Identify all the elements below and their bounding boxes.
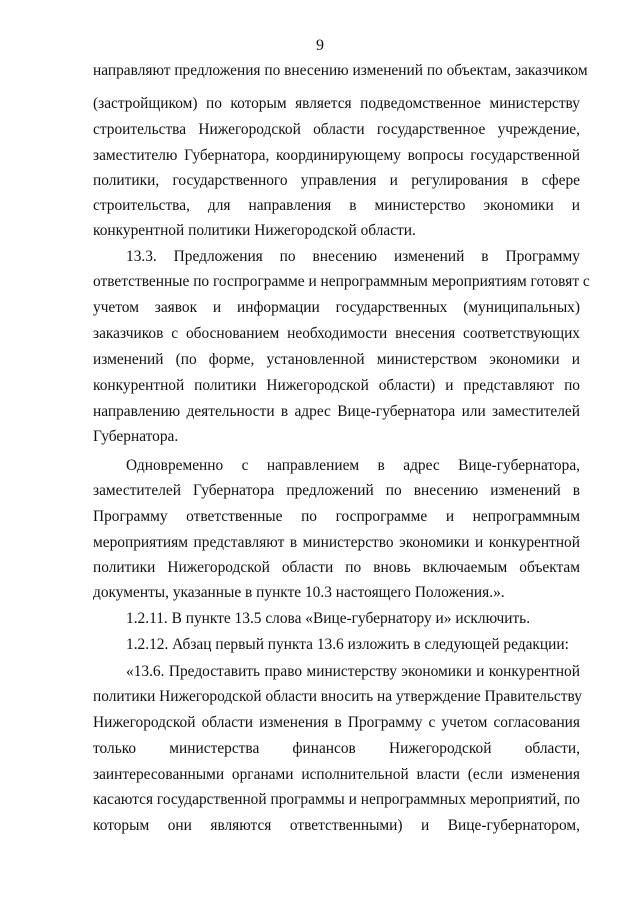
text-line: 1.2.12. Абзац первый пункта 13.6 изложить в следующей редакции:: [126, 636, 569, 653]
text-line: «13.6. Предоставить право министерству экономики и конкурентной: [126, 663, 580, 680]
text-line: (застройщиком) по которым является подведомственное министерству: [93, 95, 580, 112]
text-line: изменений (по форме, установленной министерством экономики и: [93, 351, 580, 368]
text-line: конкурентной политики Нижегородской области.: [93, 222, 416, 239]
text-line: политики Нижегородской области вносить на утверждение Правительству: [93, 688, 582, 705]
text-line: мероприятиям представляют в министерство экономики и конкурентной: [93, 534, 580, 551]
page-number: 9: [316, 37, 324, 54]
text-line: строительства, для направления в министерство экономики и: [93, 197, 580, 214]
text-line: заказчиков с обоснованием необходимости внесения соответствующих: [93, 325, 580, 342]
text-line: заинтересованными органами исполнительной власти (если изменения: [93, 766, 580, 783]
text-line: учетом заявок и информации государственных (муниципальных): [93, 299, 580, 316]
text-line: Программу ответственные по госпрограмме и непрограммным: [93, 508, 580, 525]
text-line: заместителей Губернатора предложений по внесению изменений в: [93, 482, 580, 499]
text-line: 13.3. Предложения по внесению изменений в Программу: [126, 248, 580, 265]
text-line: касаются государственной программы и непрограммных мероприятий, по: [93, 791, 580, 808]
text-line: Одновременно с направлением в адрес Вице-губернатора,: [126, 457, 580, 474]
text-line: направлению деятельности в адрес Вице-губернатора или заместителей: [93, 403, 580, 420]
text-line: политики Нижегородской области по вновь включаемым объектам: [93, 559, 580, 576]
text-line: направляют предложения по внесению изменений по объектам, заказчиком: [93, 62, 588, 79]
text-line: заместителю Губернатора, координирующему вопросы государственной: [93, 147, 580, 164]
text-line: 1.2.11. В пункте 13.5 слова «Вице-губернатору и» исключить.: [126, 610, 531, 627]
text-line: только министерства финансов Нижегородской области,: [93, 740, 580, 757]
text-line: Губернатора.: [93, 428, 179, 445]
text-line: строительства Нижегородской области государственное учреждение,: [93, 121, 580, 138]
text-line: документы, указанные в пункте 10.3 настоящего Положения.».: [93, 584, 505, 601]
text-line: ответственные по госпрограмме и непрограммным мероприятиям готовят с: [93, 273, 590, 290]
text-line: политики, государственного управления и регулирования в сфере: [93, 172, 580, 189]
text-line: которым они являются ответственными) и Вице-губернатором,: [93, 817, 580, 834]
text-line: конкурентной политики Нижегородской области) и представляют по: [93, 377, 580, 394]
text-line: Нижегородской области изменения в Программу с учетом согласования: [93, 714, 580, 731]
